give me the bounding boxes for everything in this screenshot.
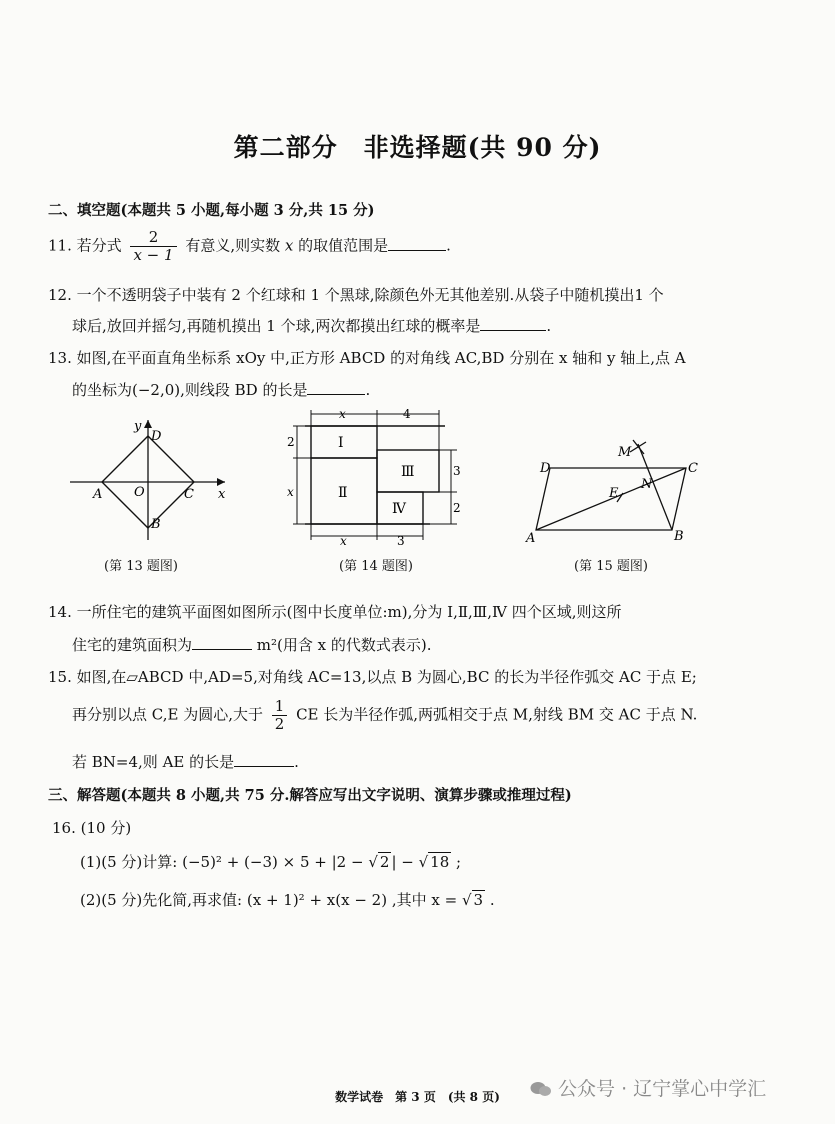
fig14-label-right-3: 3 xyxy=(453,464,461,478)
q15-fraction xyxy=(272,698,288,733)
page-title: 第二部分 非选择题(共 90 分) xyxy=(233,133,602,162)
q13-line2-text: 的坐标为(−2,0),则线段 BD 的长是 xyxy=(72,381,308,399)
fig14-label-bottom-3: 3 xyxy=(397,534,405,548)
q16-p2-expr: (x + 1)² + x(x − 2) ,其中 x = xyxy=(246,891,462,909)
question-15-line2 xyxy=(72,698,697,733)
q13-end: . xyxy=(365,381,371,399)
q11-frac-den: x − 1 xyxy=(133,246,174,264)
q12-answer-blank[interactable] xyxy=(480,316,546,331)
question-16-part1: (1)(5 分)计算: (−5)² + (−3) × 5 + |2 − √ 2 | − √ 18 ; xyxy=(80,853,462,871)
q11-var: x xyxy=(284,236,294,255)
q15-line2b: CE 长为半径作弧,两弧相交于点 M,射线 BM 交 AC 于点 N. xyxy=(296,705,698,724)
question-13-line1: 13. 如图,在平面直角坐标系 xOy 中,正方形 ABCD 的对角线 AC,BD 分别在 x 轴和 y 轴上,点 A xyxy=(48,349,686,367)
figure-13 xyxy=(60,412,240,544)
fig14-label-bottom-x: x xyxy=(340,534,347,548)
question-16-head: 16. (10 分) xyxy=(52,819,132,837)
q11-fraction xyxy=(130,229,176,264)
q16-p2-end: . xyxy=(489,891,495,909)
fig15-label-B: B xyxy=(674,529,684,544)
fig14-label-top-x: x xyxy=(339,407,346,421)
fig15-label-C: C xyxy=(688,461,698,476)
fig13-label-C: C xyxy=(184,487,194,502)
q16-p1-expr-b: | − xyxy=(391,853,419,871)
q14-line2a: 住宅的建筑面积为 xyxy=(72,636,193,654)
fig14-label-region-4: Ⅳ xyxy=(392,501,406,517)
q15-line3-text: 若 BN=4,则 AE 的长是 xyxy=(72,753,235,771)
wechat-icon xyxy=(530,1080,552,1098)
q15-end: . xyxy=(294,753,299,771)
fig15-label-D: D xyxy=(540,461,551,476)
q15-answer-blank[interactable] xyxy=(234,752,294,767)
q15-frac-num: 1 xyxy=(272,698,288,716)
watermark-text: 公众号 · 辽宁掌心中学汇 xyxy=(558,1078,767,1100)
fig13-label-D: D xyxy=(151,429,162,444)
q12-line2-text: 球后,放回并摇匀,再随机摸出 1 个球,两次都摸出红球的概率是 xyxy=(72,317,481,335)
q13-answer-blank[interactable] xyxy=(307,380,365,395)
fig14-label-right-2: 2 xyxy=(453,501,461,515)
q11-end: . xyxy=(446,236,451,255)
section-2-heading: 二、填空题(本题共 5 小题,每小题 3 分,共 15 分) xyxy=(48,202,375,219)
figure-14 xyxy=(285,404,475,550)
fig14-label-left-x: x xyxy=(287,485,294,499)
q11-mid: 有意义,则实数 xyxy=(185,236,281,255)
q11-pre: 若分式 xyxy=(76,236,122,255)
question-15-line1: 15. 如图,在▱ABCD 中,AD=5,对角线 AC=13,以点 B 为圆心,BC 的长为半径作弧交 AC 于点 E; xyxy=(48,668,697,686)
q12-end: . xyxy=(546,317,552,335)
fig15-caption: (第 15 题图) xyxy=(574,559,648,574)
question-14-line2 xyxy=(72,634,432,655)
fig15-label-M: M xyxy=(618,445,632,460)
fig13-label-A: A xyxy=(93,487,103,502)
q15-frac-den: 2 xyxy=(274,715,285,733)
q14-answer-blank[interactable] xyxy=(192,635,252,650)
fig13-label-y: y xyxy=(134,419,142,434)
fig14-label-region-1: Ⅰ xyxy=(338,435,344,451)
fig14-label-left-2: 2 xyxy=(287,435,295,449)
q16-p2-sqrt: 3 xyxy=(473,891,484,909)
q11-post: 的取值范围是 xyxy=(298,236,389,255)
q15-line2a: 再分别以点 C,E 为圆心,大于 xyxy=(72,705,263,724)
fig13-label-O: O xyxy=(134,485,145,500)
question-13-line2 xyxy=(72,379,370,400)
fig14-label-top-4: 4 xyxy=(403,407,411,421)
q16-p1-end: ; xyxy=(456,853,462,871)
figure-15 xyxy=(520,436,710,546)
q11-number: 11. xyxy=(48,236,72,255)
q16-p1-expr-a: (−5)² + (−3) × 5 + |2 − xyxy=(182,853,369,871)
fig13-label-B: B xyxy=(151,517,161,532)
question-16-part2: (2)(5 分)先化简,再求值: (x + 1)² + x(x − 2) ,其中 x = √ 3 . xyxy=(80,891,495,909)
fig13-caption: (第 13 题图) xyxy=(104,559,178,574)
q16-p1-sqrt1: 2 xyxy=(379,853,390,871)
fig13-label-x: x xyxy=(218,487,226,502)
question-12-line2 xyxy=(72,315,551,336)
fig15-label-N: N xyxy=(641,477,653,492)
question-15-line3 xyxy=(72,751,299,772)
q14-line2b: m²(用含 x 的代数式表示). xyxy=(256,636,432,654)
q16-p1-sqrt2: 18 xyxy=(430,853,450,871)
q11-frac-num: 2 xyxy=(130,229,176,247)
question-14-line1: 14. 一所住宅的建筑平面图如图所示(图中长度单位:m),分为 Ⅰ,Ⅱ,Ⅲ,Ⅳ 四个区域,则这所 xyxy=(48,603,622,621)
question-12-line1: 12. 一个不透明袋子中装有 2 个红球和 1 个黑球,除颜色外无其他差别.从袋子中随机摸出1 个 xyxy=(48,286,664,304)
watermark xyxy=(530,1074,766,1101)
fig15-label-A: A xyxy=(526,531,536,546)
q16-p2-label: (2)(5 分)先化简,再求值: xyxy=(80,891,243,909)
page-footer: 数学试卷 第 3 页 (共 8 页) xyxy=(335,1090,500,1104)
q11-answer-blank[interactable] xyxy=(388,236,446,251)
q16-p1-label: (1)(5 分)计算: xyxy=(80,853,178,871)
fig14-label-region-3: Ⅲ xyxy=(401,464,415,480)
section-3-heading: 三、解答题(本题共 8 小题,共 75 分.解答应写出文字说明、演算步骤或推理过程) xyxy=(48,787,572,804)
fig14-label-region-2: Ⅱ xyxy=(338,485,348,501)
question-11 xyxy=(48,229,451,264)
fig15-label-E: E xyxy=(609,486,619,501)
fig14-caption: (第 14 题图) xyxy=(339,559,413,574)
